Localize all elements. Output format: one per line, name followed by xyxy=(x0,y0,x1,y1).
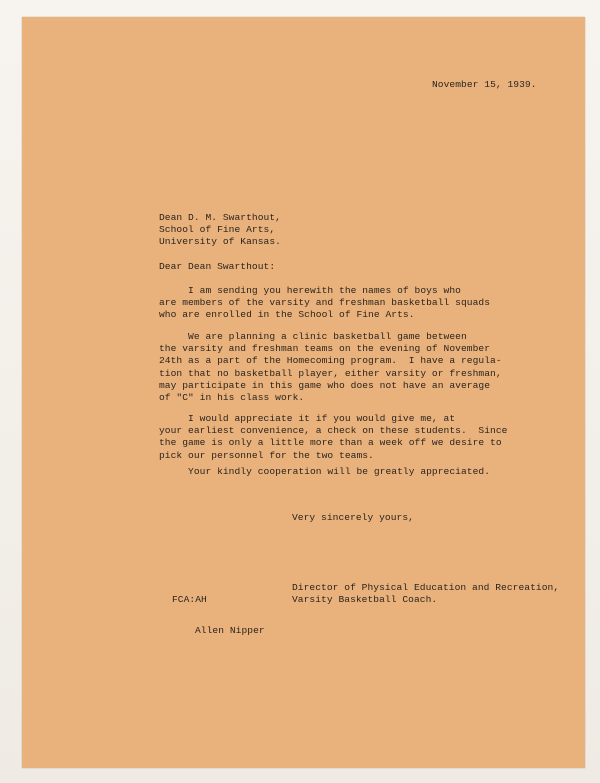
body-line: 24th as a part of the Homecoming program. I have a regula- xyxy=(159,355,502,367)
name-line: Allen Nipper xyxy=(195,625,265,636)
body-paragraph-1 xyxy=(159,285,490,322)
signature-title xyxy=(292,582,559,606)
body-line: I would appreciate it if you would give me, at xyxy=(159,413,456,424)
body-line: your earliest convenience, a check on these students. Since xyxy=(159,425,508,437)
body-line: pick our personnel for the two teams. xyxy=(159,449,374,461)
body-line: are members of the varsity and freshman basketball squads xyxy=(159,297,491,309)
recipient-line: University of Kansas. xyxy=(159,236,281,248)
letter-date: November 15, 1939. xyxy=(432,79,537,90)
body-line: I am sending you herewith the names of boys who xyxy=(159,285,461,296)
body-paragraph-4 xyxy=(159,466,490,478)
body-line: We are planning a clinic basketball game between xyxy=(159,331,467,342)
reference-initials: FCA:AH xyxy=(172,594,207,605)
recipient-line: Dean D. M. Swarthout, xyxy=(159,212,281,223)
recipient-line: School of Fine Arts, xyxy=(159,224,276,236)
complimentary-close: Very sincerely yours, xyxy=(292,512,414,523)
body-line: tion that no basketball player, either varsity or freshman, xyxy=(159,367,502,379)
body-line: the varsity and freshman teams on the evening of November xyxy=(159,343,491,355)
body-paragraph-2 xyxy=(159,331,502,404)
title-line: Director of Physical Education and Recreation, xyxy=(292,582,560,593)
body-line: who are enrolled in the School of Fine Arts. xyxy=(159,309,415,321)
salutation: Dear Dean Swarthout: xyxy=(159,261,276,272)
body-line: Your kindly cooperation will be greatly appreciated. xyxy=(159,466,491,477)
body-line: the game is only a little more than a week off we desire to xyxy=(159,437,502,449)
body-line: may participate in this game who does not have an average xyxy=(159,379,491,391)
body-paragraph-3 xyxy=(159,413,507,462)
title-line: Varsity Basketball Coach. xyxy=(292,594,438,606)
body-line: of "C" in his class work. xyxy=(159,392,305,404)
recipient-address xyxy=(159,212,281,249)
